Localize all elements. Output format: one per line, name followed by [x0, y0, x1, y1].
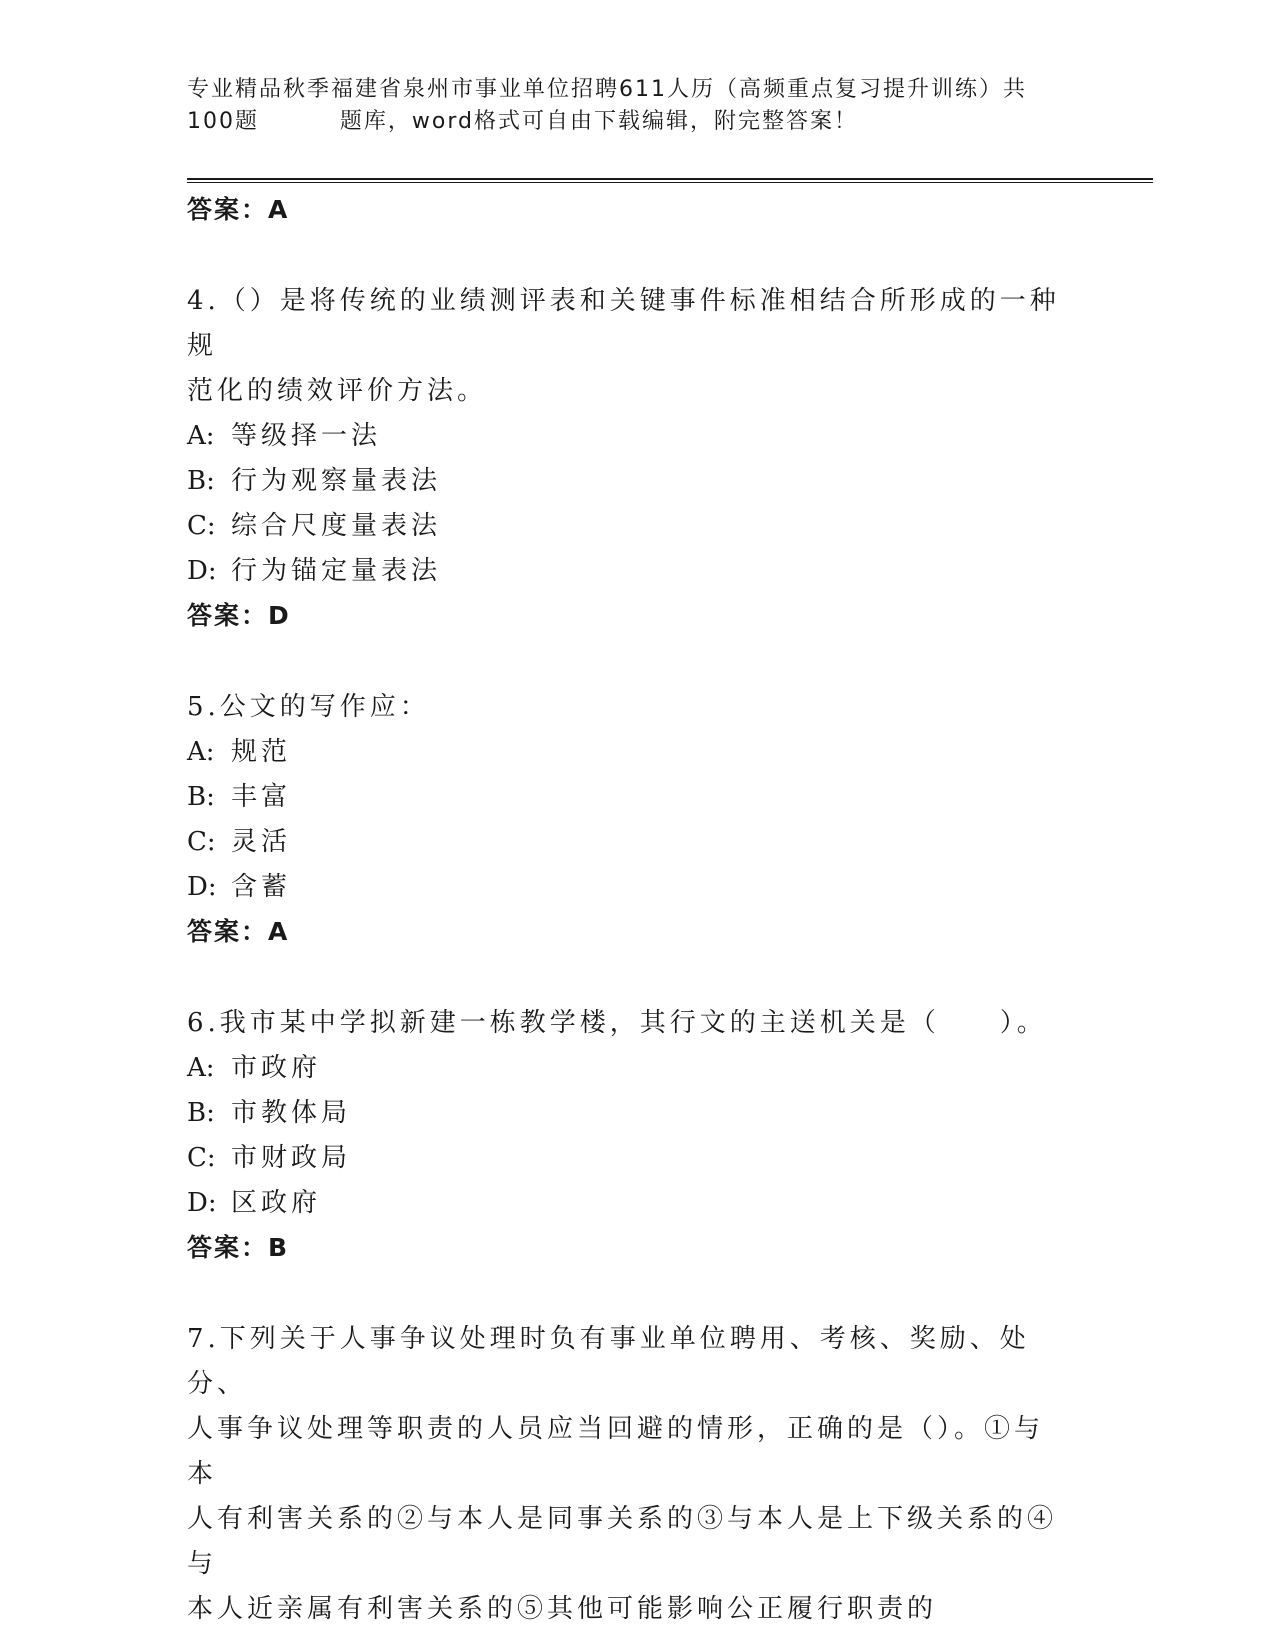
option-text: 区政府 [231, 1188, 322, 1218]
header-title-line-1: 专业精品秋季福建省泉州市事业单位招聘611人历（高频重点复习提升训练）共 [187, 77, 1027, 102]
question-block [187, 279, 1067, 638]
answer-line: 答案：D [187, 601, 291, 630]
option-label: C: [187, 1143, 216, 1173]
option-d [187, 1181, 1067, 1226]
spacer [187, 954, 1067, 1001]
question-stem-line: 7.下列关于人事争议处理时负有事业单位聘用、考核、奖励、处分、 [187, 1324, 1030, 1399]
option-a [187, 730, 1067, 775]
option-text: 市财政局 [231, 1143, 352, 1173]
option-label: A: [187, 737, 215, 767]
answer-line: 答案：A [187, 195, 290, 224]
question-block [187, 685, 1067, 954]
question-stem-line: 本人近亲属有利害关系的⑤其他可能影响公正履行职责的 [187, 1594, 938, 1624]
option-text: 市政府 [231, 1053, 322, 1083]
option-text: 行为锚定量表法 [231, 556, 442, 586]
option-text: 市教体局 [231, 1098, 352, 1128]
spacer [187, 1270, 1067, 1317]
option-label: C: [187, 511, 216, 541]
option-text: 灵活 [231, 827, 292, 857]
option-text: 行为观察量表法 [231, 466, 442, 496]
question-stem-line: 范化的绩效评价方法。 [187, 376, 488, 406]
option-label: B: [187, 782, 215, 812]
option-b [187, 459, 1067, 504]
option-label: A: [187, 421, 215, 451]
question-block [187, 1001, 1067, 1270]
option-label: B: [187, 1098, 215, 1128]
option-a [187, 1046, 1067, 1091]
option-label: A: [187, 1053, 215, 1083]
question-stem-line: 6.我市某中学拟新建一栋教学楼，其行文的主送机关是（ ）。 [187, 1008, 1047, 1038]
option-label: D: [187, 1188, 217, 1218]
option-text: 含蓄 [231, 872, 292, 902]
spacer [187, 232, 1067, 279]
option-b [187, 775, 1067, 820]
option-d [187, 549, 1067, 594]
header-divider-thin [187, 182, 1153, 183]
answer-line: 答案：B [187, 1233, 290, 1262]
answer-line: 答案：A [187, 917, 290, 946]
question-stem-line: 人事争议处理等职责的人员应当回避的情形，正确的是（）。①与本 [187, 1414, 1045, 1489]
question-list [187, 188, 1067, 1632]
page-header [187, 74, 1067, 138]
question-block [187, 1317, 1067, 1632]
option-c [187, 504, 1067, 549]
option-text: 规范 [231, 737, 292, 767]
option-text: 等级择一法 [231, 421, 382, 451]
option-c [187, 1136, 1067, 1181]
option-label: D: [187, 556, 217, 586]
option-b [187, 1091, 1067, 1136]
option-c [187, 820, 1067, 865]
spacer [187, 638, 1067, 685]
option-text: 综合尺度量表法 [231, 511, 442, 541]
question-stem-line: 4.（）是将传统的业绩测评表和关键事件标准相结合所形成的一种规 [187, 286, 1060, 361]
header-divider-thick [187, 178, 1153, 180]
option-a [187, 414, 1067, 459]
option-label: B: [187, 466, 215, 496]
option-text: 丰富 [231, 782, 292, 812]
option-label: D: [187, 872, 217, 902]
question-stem-line: 人有利害关系的②与本人是同事关系的③与本人是上下级关系的④与 [187, 1504, 1058, 1579]
option-label: C: [187, 827, 216, 857]
option-d [187, 865, 1067, 910]
question-stem-line: 5.公文的写作应： [187, 692, 430, 722]
header-title-line-2: 100题 题库，word格式可自由下载编辑，附完整答案！ [187, 109, 859, 134]
